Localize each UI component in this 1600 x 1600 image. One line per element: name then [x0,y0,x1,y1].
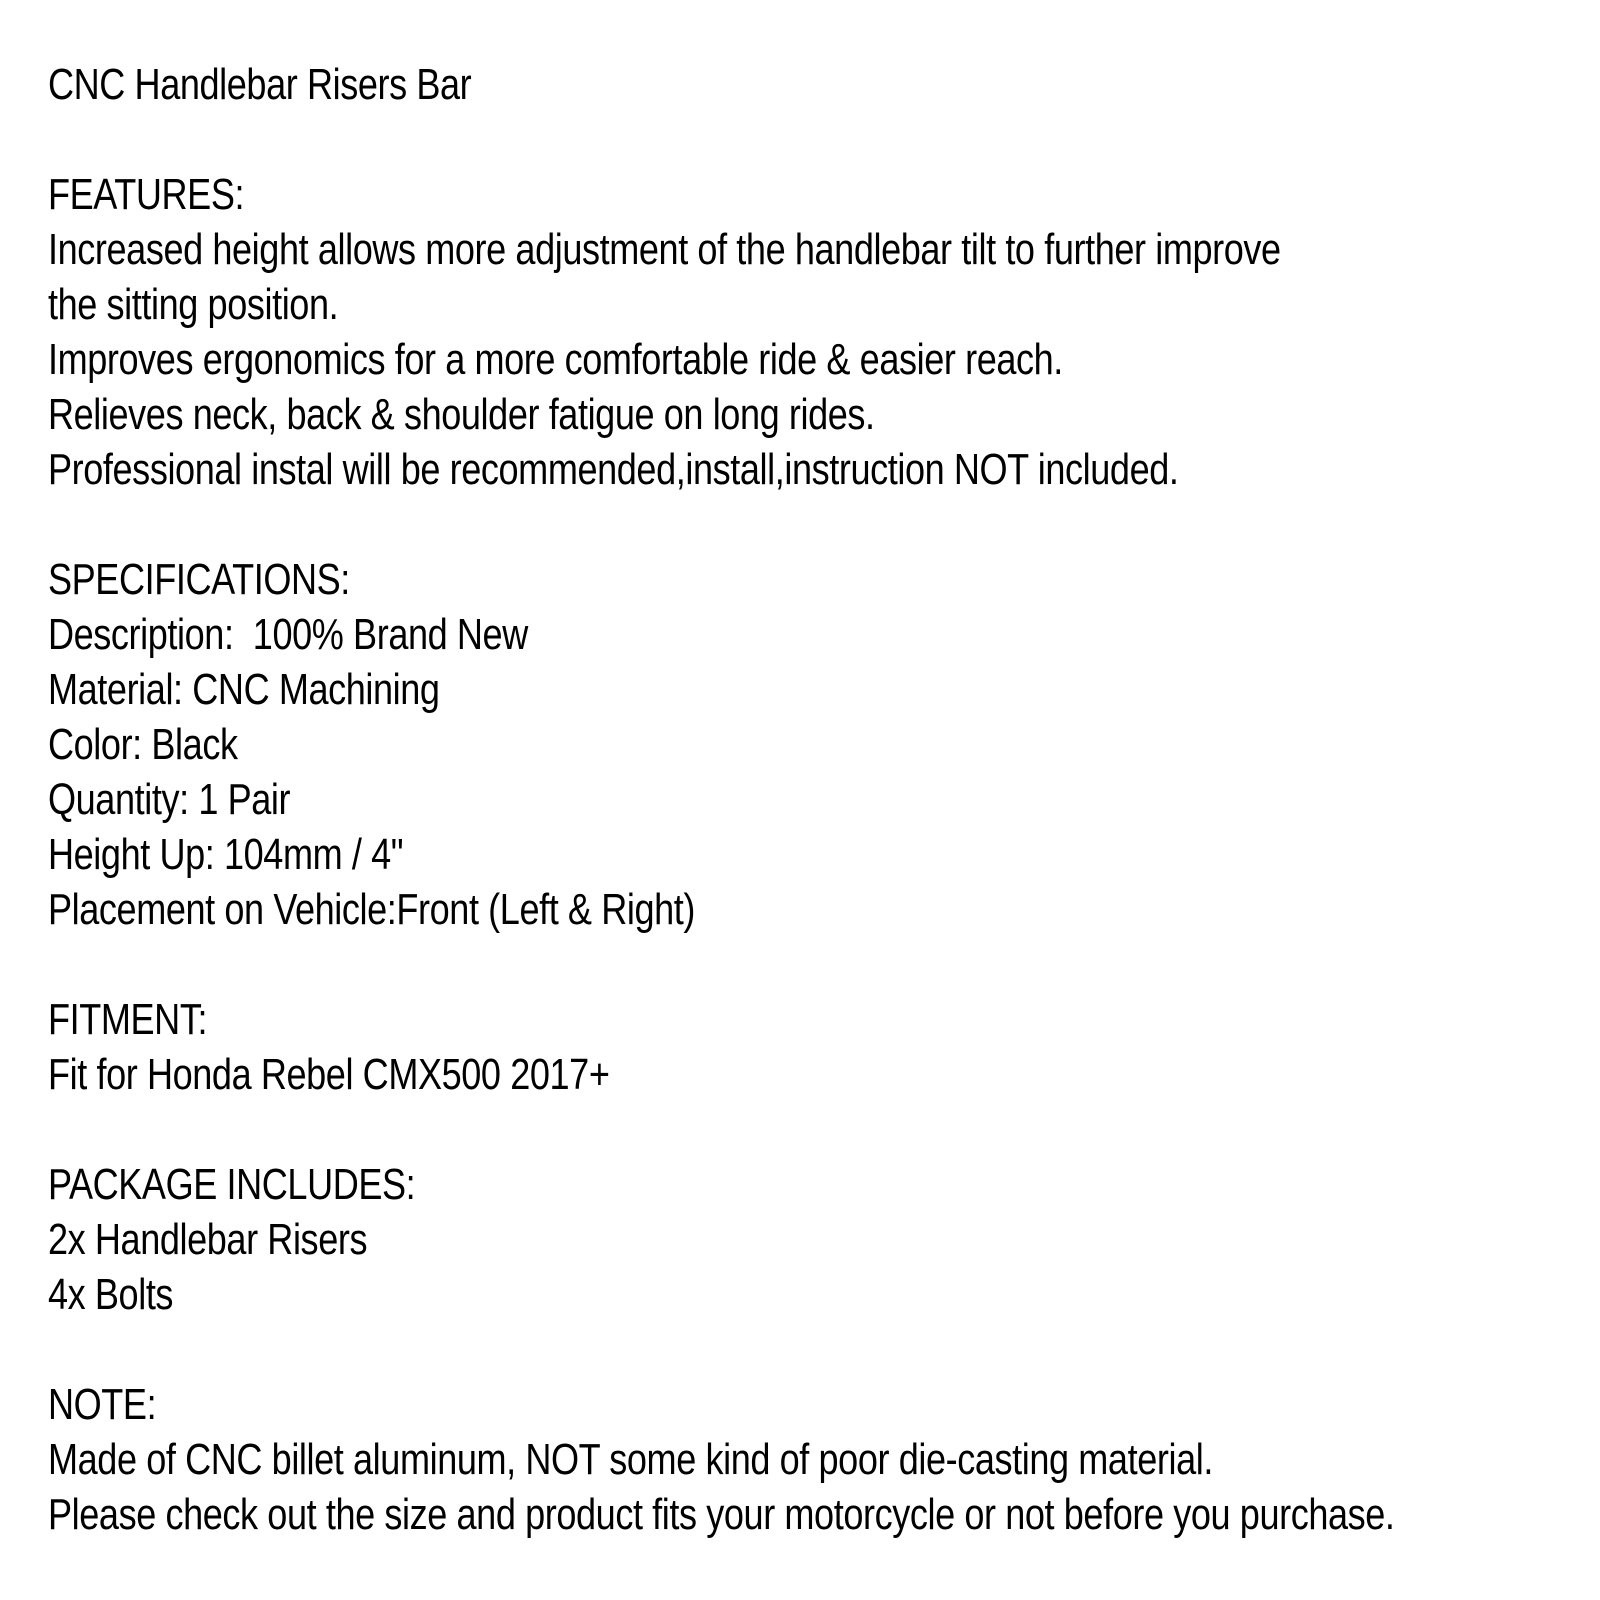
features-line: Increased height allows more adjustment of the handlebar tilt to further improve [48,225,1281,274]
specifications-heading: SPECIFICATIONS: [48,555,350,604]
spec-material: Material: CNC Machining [48,665,440,714]
note-heading: NOTE: [48,1380,157,1429]
note-line: Please check out the size and product fits your motorcycle or not before you purchase. [48,1490,1395,1539]
spec-description: Description: 100% Brand New [48,610,528,659]
spec-placement: Placement on Vehicle:Front (Left & Right) [48,885,695,934]
package-includes-heading: PACKAGE INCLUDES: [48,1160,416,1209]
blank-line [48,937,1600,992]
fitment-heading: FITMENT: [48,995,208,1044]
blank-line [48,112,1600,167]
spec-color: Color: Black [48,720,238,769]
spec-quantity: Quantity: 1 Pair [48,775,291,824]
package-item: 2x Handlebar Risers [48,1215,368,1264]
note-line: Made of CNC billet aluminum, NOT some kind of poor die-casting material. [48,1435,1213,1484]
page-title: CNC Handlebar Risers Bar [48,60,472,109]
document-text [48,57,1600,1542]
features-line: Relieves neck, back & shoulder fatigue on long rides. [48,390,875,439]
blank-line [48,497,1600,552]
package-item: 4x Bolts [48,1270,174,1319]
features-line: Improves ergonomics for a more comfortable ride & easier reach. [48,335,1063,384]
spec-height: Height Up: 104mm / 4" [48,830,404,879]
fitment-line: Fit for Honda Rebel CMX500 2017+ [48,1050,610,1099]
features-heading: FEATURES: [48,170,245,219]
blank-line [48,1322,1600,1377]
features-line: the sitting position. [48,280,339,329]
features-line: Professional instal will be recommended,install,instruction NOT included. [48,445,1179,494]
blank-line [48,1102,1600,1157]
